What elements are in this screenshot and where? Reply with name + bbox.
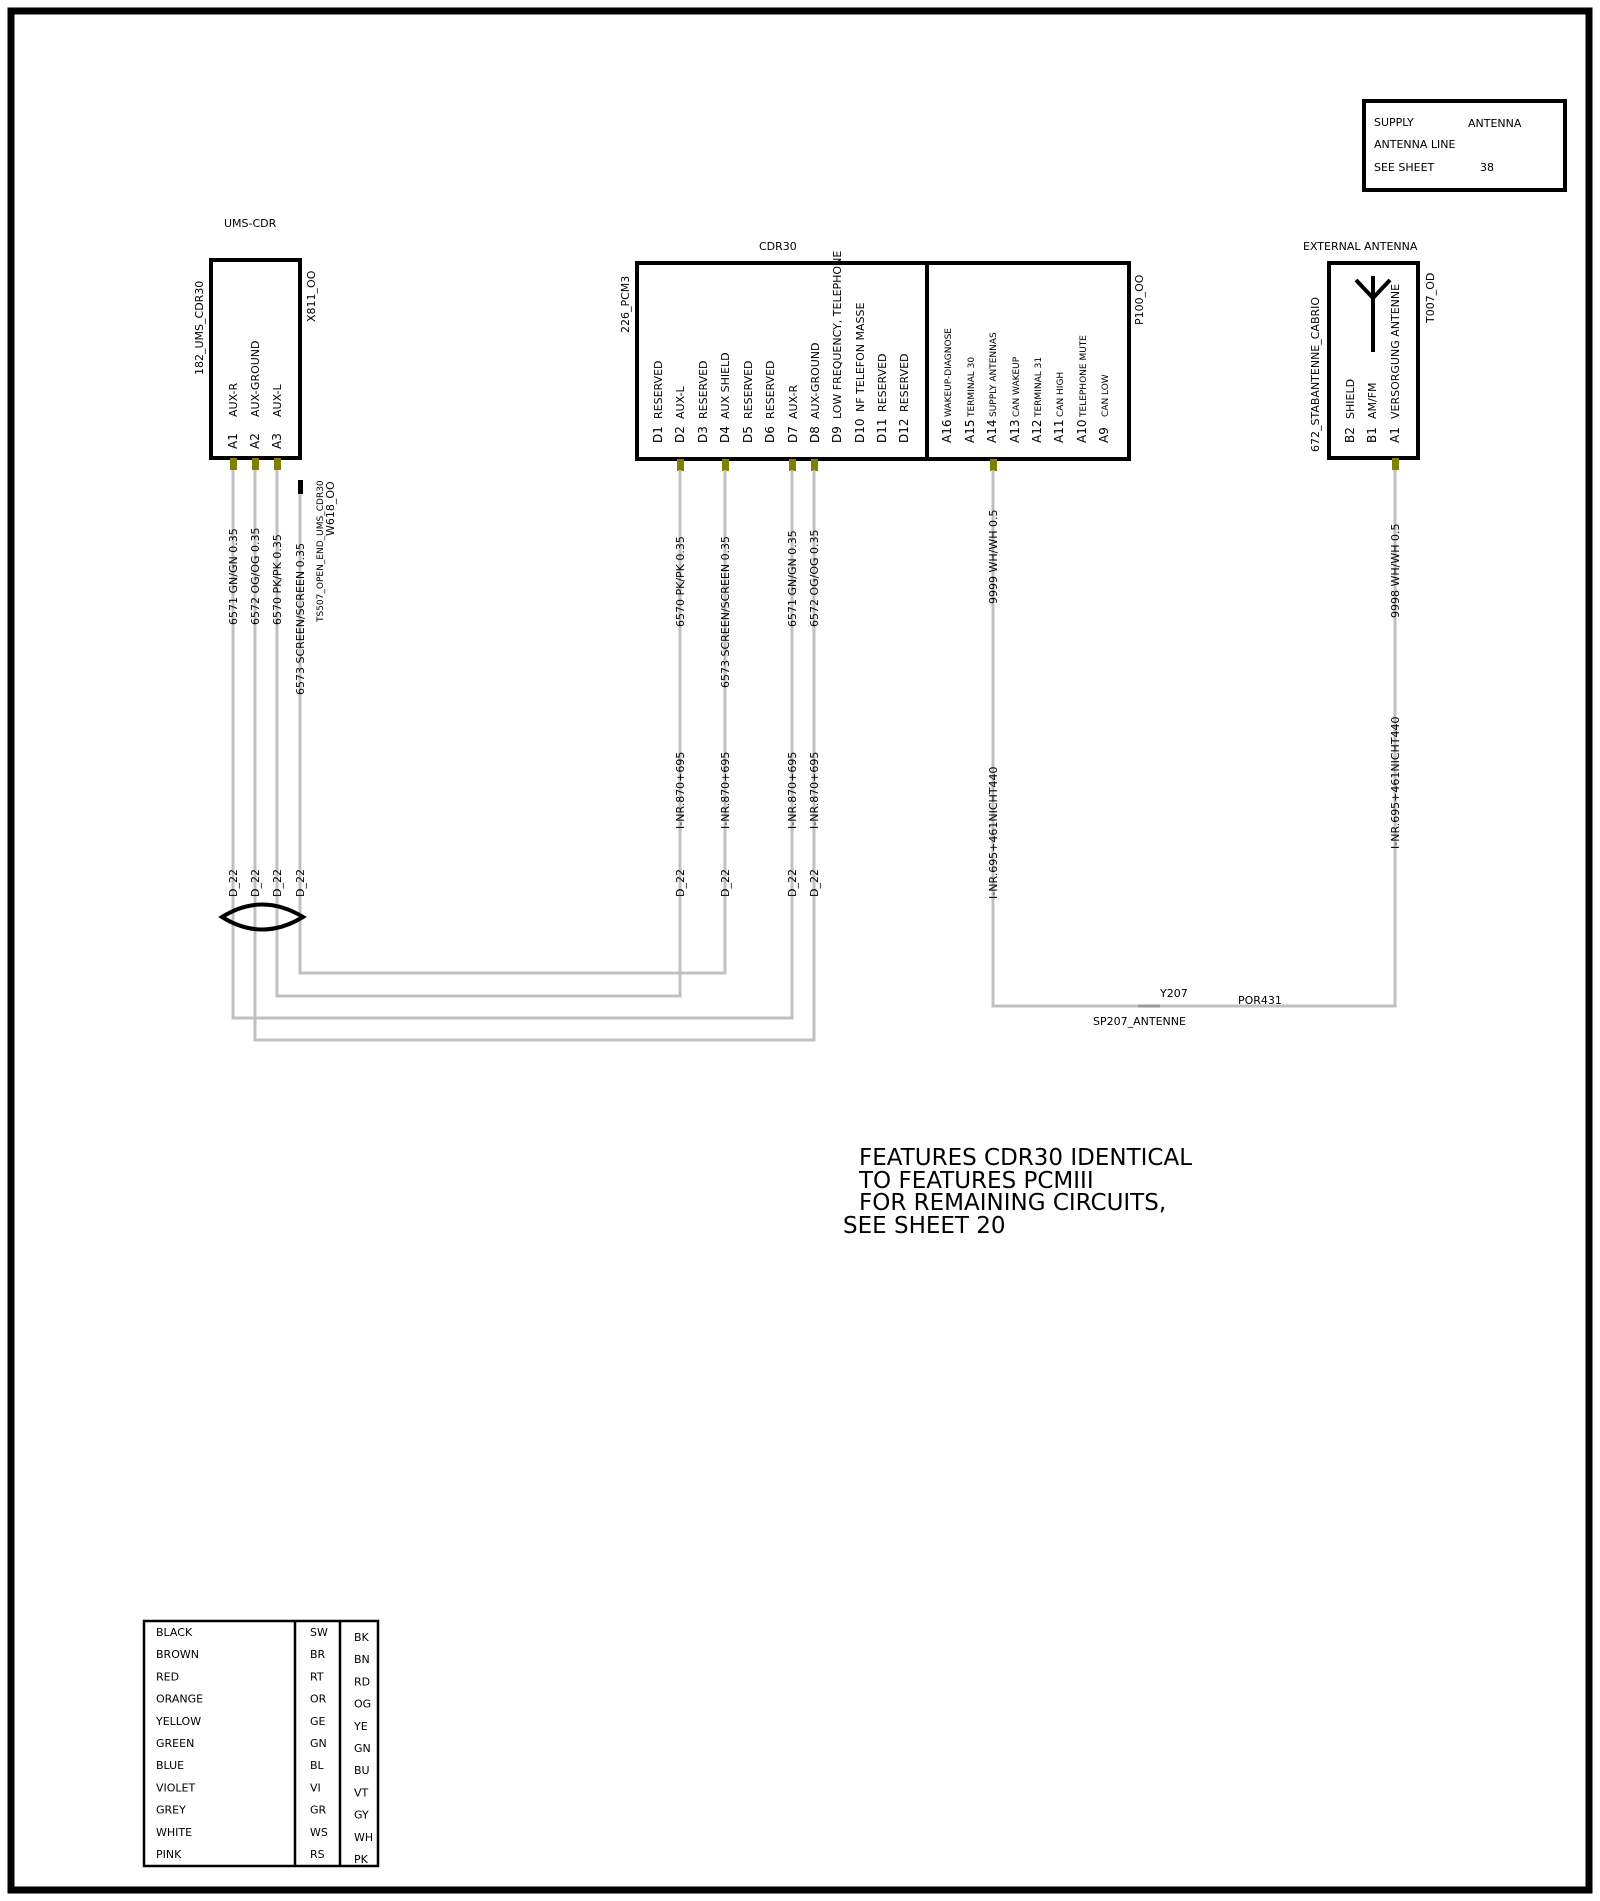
cdr-pin-d4-name: AUX SHIELD [719, 352, 732, 419]
cdr-pin-d5-number: D5 [741, 426, 755, 443]
legend-german-code: RS [310, 1848, 325, 1861]
legend-color-name: BLUE [156, 1759, 185, 1773]
w618-label: W618_OO [324, 481, 337, 536]
cdr-pin-a14-name: SUPPLY ANTENNAS [989, 332, 999, 417]
legend-german-code: BR [310, 1648, 326, 1662]
ums-wire-label-1: 6571 GN/GN 0.35 [227, 528, 240, 625]
ext-wire-label: 9998 WH/WH 0.5 [1389, 523, 1402, 618]
wire-6573-screen [300, 470, 725, 973]
external-antenna-connector [1303, 240, 1437, 470]
cdr-d22-1: D_22 [674, 869, 687, 897]
ext-wire-labels [1093, 524, 1402, 1028]
legend-german-code: SW [310, 1626, 328, 1639]
cdr-pin-d12-name: RESERVED [898, 353, 911, 412]
supply-label: SUPPLY [1374, 116, 1414, 129]
legend-english-code: BN [354, 1653, 370, 1667]
cdr-pin-d6-name: RESERVED [764, 360, 777, 419]
cdr-pin-d2-number: D2 [673, 426, 687, 443]
cdr-terminal-d2 [677, 459, 684, 471]
cdr-pin-d8-number: D8 [808, 426, 822, 443]
sheet-frame [11, 11, 1589, 1890]
cdr-pin-d1-number: D1 [651, 426, 665, 443]
ums-terminal-a2 [252, 458, 259, 470]
cdr-terminal-d4 [722, 459, 729, 471]
ext-id-right: T007_OD [1424, 272, 1437, 323]
ums-pin-a2-name: AUX-GROUND [249, 340, 262, 417]
cdr-wire-label-d7: 6571 GN/GN 0.35 [786, 530, 799, 627]
legend-english-code: OG [354, 1697, 372, 1711]
cdr-pin-d1-name: RESERVED [652, 360, 665, 419]
cdr-terminal-a14 [990, 459, 997, 471]
cdr-lnr-d7: I-NR.870+695 [786, 751, 799, 829]
legend-english-code: GN [354, 1742, 371, 1755]
cdr-terminal-d8 [811, 459, 818, 471]
legend-color-name: RED [156, 1670, 180, 1684]
legend-color-name: YELLOW [156, 1714, 202, 1728]
ext-pin-a1-name: VERSORGUNG ANTENNE [1389, 283, 1402, 419]
por431-label: POR431 [1238, 994, 1282, 1007]
ums-cdr-connector [193, 217, 337, 623]
ums-terminal-a3 [274, 458, 281, 470]
legend-english-code: VT [354, 1786, 369, 1800]
antenna-icon [1356, 276, 1390, 352]
ext-pin-a1-number: A1 [1388, 427, 1402, 443]
cdr-pin-d9-number: D9 [830, 426, 844, 443]
cdr-pin-a14-number: A14 [985, 419, 999, 443]
ums-wire-label-2: 6572 OG/OG 0.35 [249, 527, 262, 625]
cdr-d22-2: D_22 [719, 869, 732, 897]
legend-english-code: YE [354, 1719, 368, 1733]
legend-english-code: BK [354, 1631, 369, 1644]
see-sheet-label: SEE SHEET [1374, 161, 1435, 174]
cdr-wire-label-d2: 6570 PK/PK 0.35 [674, 536, 687, 627]
cdr-pin-d4-number: D4 [718, 426, 732, 443]
wire-antenna-supply [993, 470, 1395, 1006]
ums-id-right: X811_OO [305, 270, 318, 322]
ums-id-left: 182_UMS_CDR30 [193, 280, 206, 375]
legend-english-code: GY [354, 1808, 369, 1822]
legend-english-code: WH [354, 1830, 374, 1844]
ums-pin-a3-number: A3 [270, 433, 284, 449]
cdr-pin-a16-name: WAKEUP-DIAGNOSE [944, 328, 954, 417]
cdr-pin-d3-name: RESERVED [697, 360, 710, 419]
legend-color-name: BROWN [156, 1648, 199, 1662]
cdr-pin-d9-name: LOW FREQUENCY, TELEPHONE [831, 250, 844, 419]
legend-color-name: GREY [156, 1803, 186, 1817]
legend-german-code: VI [310, 1781, 321, 1795]
ums-wire-labels [227, 527, 307, 897]
ums-d22-1: D_22 [227, 869, 240, 897]
legend-german-code: GR [310, 1803, 327, 1817]
ums-d22-3: D_22 [271, 869, 284, 897]
cdr-id-right: P100_OO [1133, 274, 1146, 325]
cdr-pin-a11-name: CAN HIGH [1056, 371, 1066, 417]
cdr-pin-a11-number: A11 [1052, 419, 1066, 443]
supply-antenna-reference [1364, 101, 1565, 190]
cdr-pin-a10-name: TELEPHONE MUTE [1079, 335, 1089, 417]
cdr-pin-d3-number: D3 [696, 426, 710, 443]
cdr-pin-a13-name: CAN WAKEUP [1012, 356, 1022, 417]
legend-english-code: PK [354, 1853, 368, 1866]
legend-color-name: BLACK [156, 1626, 193, 1639]
cdr-pin-a10-number: A10 [1075, 419, 1089, 443]
sp207-label: SP207_ANTENNE [1093, 1015, 1186, 1028]
cdr-terminal-d7 [789, 459, 796, 471]
ums-wire-label-3: 6570 PK/PK 0.35 [271, 534, 284, 625]
ext-pin-b2-number: B2 [1343, 427, 1357, 443]
ums-d22-2: D_22 [249, 869, 262, 897]
cdr-lnr-d2: I-NR.870+695 [674, 751, 687, 829]
legend-german-code: OR [310, 1692, 327, 1706]
cdr-pin-d5-name: RESERVED [742, 360, 755, 419]
cdr-pin-d8-name: AUX-GROUND [809, 342, 822, 419]
cdr-pin-d7-name: AUX-R [787, 384, 800, 419]
note-line-3: FOR REMAINING CIRCUITS, [859, 1190, 1167, 1216]
legend-german-code: GE [310, 1714, 326, 1728]
cdr-pin-d7-number: D7 [786, 426, 800, 443]
ext-pin-b1-name: AM/FM [1366, 382, 1379, 419]
cdr-pin-a12-name: TERMINAL 31 [1034, 356, 1044, 417]
antenna-line-label: ANTENNA LINE [1374, 138, 1456, 151]
ext-title: EXTERNAL ANTENNA [1303, 240, 1418, 253]
legend-german-code: GN [310, 1737, 327, 1750]
legend-german-code: BL [310, 1759, 324, 1773]
wire-color-legend [144, 1621, 378, 1866]
ums-pin-a1-number: A1 [226, 433, 240, 449]
wire-6570-pk [277, 470, 680, 996]
note-line-1: FEATURES CDR30 IDENTICAL [859, 1145, 1193, 1171]
ums-d22-4: D_22 [294, 869, 307, 897]
cdr-lnr-a14: I-NR.695+461NICHT440 [987, 766, 1000, 899]
cdr-pin-d10-number: D10 [853, 418, 867, 443]
antenna-label: ANTENNA [1468, 117, 1522, 130]
ext-terminal-a1 [1392, 458, 1399, 470]
cdr-id-left: 226_PCM3 [619, 275, 632, 333]
cdr-pin-a15-name: TERMINAL 30 [967, 356, 977, 417]
y207-label: Y207 [1160, 987, 1188, 1000]
cdr-lnr-d4: I-NR.870+695 [719, 751, 732, 829]
cdr-wire-label-a14: 9999 WH/WH 0.5 [987, 509, 1000, 604]
legend-color-name: VIOLET [156, 1781, 196, 1795]
ext-id-left: 672_STABANTENNE_CABRIO [1309, 296, 1322, 452]
ums-terminal-a1 [230, 458, 237, 470]
cdr-pin-a15-number: A15 [963, 419, 977, 443]
legend-english-code: RD [354, 1675, 371, 1689]
cdr-d22-4: D_22 [808, 869, 821, 897]
cdr-pin-a9-number: A9 [1097, 427, 1111, 443]
ums-pin-a2-number: A2 [248, 433, 262, 449]
cdr-pin-a12-number: A12 [1030, 419, 1044, 443]
legend-english-code: BU [354, 1764, 370, 1778]
legend-color-name: WHITE [156, 1825, 193, 1839]
cdr30-connector [619, 240, 1146, 471]
ums-wire-label-4: 6573 SCREEN/SCREEN 0.35 [294, 542, 307, 695]
note-line-2: TO FEATURES PCMIII [859, 1168, 1094, 1194]
cdr-pin-d6-number: D6 [763, 426, 777, 443]
cdr-pin-d12-number: D12 [897, 418, 911, 443]
cdr-lnr-d8: I-NR.870+695 [808, 751, 821, 829]
cdr-pin-a9-name: CAN LOW [1101, 374, 1111, 417]
ums-title: UMS-CDR [224, 217, 277, 230]
cdr-pin-d10-name: NF TELEFON MASSE [854, 302, 867, 412]
ums-pin-a1-name: AUX-R [227, 382, 240, 417]
cdr-title: CDR30 [759, 240, 797, 253]
cdr-pin-a13-number: A13 [1008, 419, 1022, 443]
cdr-pin-d11-name: RESERVED [876, 353, 889, 412]
legend-color-name: PINK [156, 1848, 182, 1861]
ext-pin-b2-name: SHIELD [1344, 378, 1357, 419]
legend-german-code: RT [310, 1670, 324, 1684]
ext-lnr-label: I-NR.695+461NICHT440 [1389, 716, 1402, 849]
cdr-wire-label-d4: 6573 SCREEN/SCREEN 0.35 [719, 535, 732, 688]
cdr-wire-label-d8: 6572 OG/OG 0.35 [808, 529, 821, 627]
cdr-d22-3: D_22 [786, 869, 799, 897]
note-line-4: SEE SHEET 20 [843, 1213, 1006, 1239]
ums-pin-a3-name: AUX-L [271, 384, 284, 417]
legend-color-name: ORANGE [156, 1692, 204, 1706]
cdr-wire-labels [674, 510, 1000, 899]
legend-color-name: GREEN [156, 1737, 195, 1750]
sheet-number: 38 [1480, 161, 1494, 174]
ext-pin-b1-number: B1 [1365, 427, 1379, 443]
ts507-label: TS507_OPEN_END_UMS_CDR30 [316, 480, 326, 622]
cdr-pin-d11-number: D11 [875, 418, 889, 443]
cdr-pin-a16-number: A16 [940, 419, 954, 443]
feature-note [843, 1145, 1192, 1239]
legend-german-code: WS [310, 1825, 328, 1839]
cdr-pin-d2-name: AUX-L [674, 386, 687, 419]
w618-open-end-marker [298, 480, 303, 494]
